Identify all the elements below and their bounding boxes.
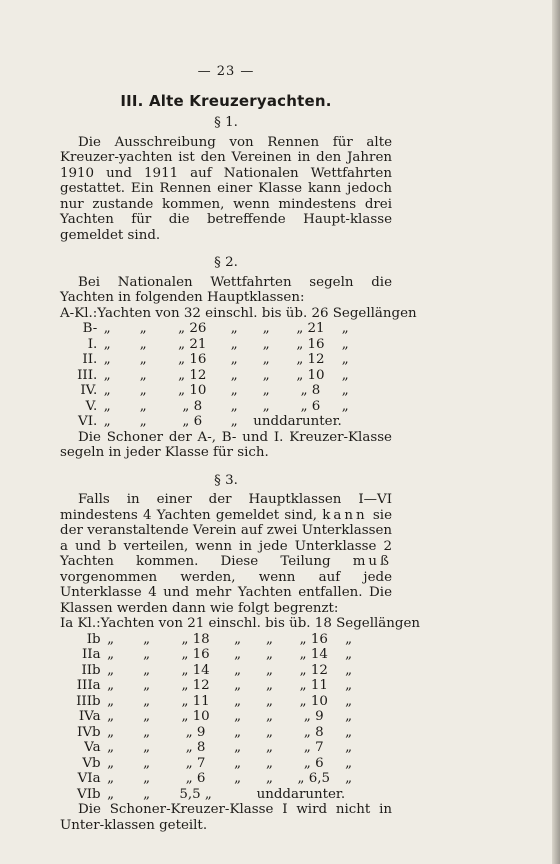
ditto-mark: „ [234, 647, 242, 662]
section-2-mark: § 2. [214, 255, 238, 270]
ditto-mark: „ [266, 693, 273, 709]
ditto-mark: „ [262, 352, 270, 367]
upper-limit: „ 9 [185, 724, 206, 740]
ditto-mark: „ [234, 755, 242, 771]
ditto-mark: „ [266, 724, 273, 740]
upper-limit: „ 6 [185, 771, 206, 786]
ditto-mark: „ [341, 336, 349, 352]
ditto-mark: „ [107, 631, 115, 647]
ditto-mark: „ [345, 755, 353, 771]
ditto-mark: „ [103, 336, 111, 352]
ditto-mark: „ [266, 709, 273, 724]
ditto-mark: „ [234, 631, 242, 647]
ditto-mark [342, 414, 417, 430]
ditto-mark: „ [230, 336, 238, 352]
class-row [60, 647, 420, 663]
class-name: Va [84, 740, 101, 755]
lower-limit: „ 12 [296, 352, 325, 367]
sub-classes-table [60, 616, 420, 802]
section-2-intro: Bei Nationalen Wettfahrten segeln die Yachten in folgenden Hauptklassen: [60, 274, 392, 305]
ditto-mark: „ [143, 662, 151, 678]
ditto-mark: „ [230, 321, 238, 336]
class-range: Yachten von 21 einschl. bis üb. 18 Segellängen [100, 616, 420, 631]
ditto-mark: „ [139, 414, 147, 429]
class-name: VIb [77, 786, 101, 802]
ditto-mark: „ [345, 693, 353, 709]
ditto-mark: „ [345, 771, 353, 786]
ditto-mark [345, 787, 420, 803]
class-name: IV. [80, 383, 98, 398]
upper-limit: „ 18 [181, 631, 210, 647]
class-row [60, 740, 420, 756]
lower-limit: „ 10 [296, 367, 325, 383]
class-row [60, 368, 417, 384]
ditto-mark: „ [107, 771, 115, 786]
ditto-mark: „ [266, 740, 273, 755]
class-name: A-Kl.: [60, 305, 98, 321]
class-row [60, 383, 417, 399]
lower-limit: „ 9 [303, 709, 324, 724]
lower-limit: „ 16 [296, 336, 325, 352]
lower-limit: „ 16 [299, 631, 328, 647]
ditto-mark: „ [266, 678, 273, 693]
ditto-mark: „ [345, 740, 353, 755]
class-name: Vb [82, 755, 101, 771]
ditto-mark: „ [234, 662, 242, 678]
upper-limit: 5,5 „ [179, 786, 212, 802]
upper-limit: „ 8 [182, 398, 203, 414]
ditto-mark: „ [139, 383, 147, 398]
class-name: Ib [86, 631, 101, 647]
section-3-text [60, 492, 392, 616]
ditto-mark: „ [230, 414, 238, 429]
ditto-mark [219, 787, 257, 803]
upper-limit: „ 8 [185, 740, 206, 755]
class-name: IVa [78, 709, 101, 724]
class-row [60, 321, 417, 337]
ditto-mark: „ [139, 367, 147, 383]
class-row [60, 306, 417, 322]
class-row [60, 663, 420, 679]
lower-limit: „ 8 [303, 724, 324, 740]
ditto-mark: „ [345, 709, 353, 724]
upper-limit: „ 6 [182, 414, 203, 429]
class-name: II. [82, 352, 98, 367]
section-3-mark: § 3. [214, 472, 238, 488]
ditto-mark: „ [341, 321, 349, 336]
section-2-closing: Die Schoner der A-, B- und I. Kreuzer-Klasse segeln in jeder Klasse für sich. [60, 429, 392, 460]
ditto-mark: „ [266, 755, 273, 771]
upper-limit: „ 16 [178, 352, 207, 367]
ditto-mark: „ [345, 724, 353, 740]
ditto-mark: „ [143, 740, 151, 755]
ditto-mark: „ [143, 693, 151, 709]
upper-limit: „ 12 [181, 678, 210, 693]
ditto-mark: „ [262, 321, 270, 336]
ditto-mark: „ [341, 398, 349, 414]
ditto-mark: „ [107, 678, 115, 693]
ditto-mark: „ [262, 383, 270, 398]
ditto-mark: „ [234, 709, 242, 724]
ditto-mark: „ [107, 724, 115, 740]
class-row [60, 632, 420, 648]
ditto-mark: „ [262, 398, 270, 414]
ditto-mark: „ [143, 647, 151, 662]
lower-limit: „ 6 [300, 398, 321, 414]
upper-limit: „ 12 [178, 367, 207, 383]
ditto-mark: „ [266, 771, 273, 786]
class-name: VI. [78, 414, 98, 429]
ditto-mark: „ [103, 352, 111, 367]
ditto-mark: „ [139, 398, 147, 414]
ditto-mark: „ [139, 352, 147, 367]
lower-limit: „ 11 [299, 678, 328, 693]
ditto-mark: „ [107, 755, 115, 771]
lower-limit: darunter. [279, 414, 342, 429]
ditto-mark: „ [143, 771, 151, 786]
ditto-mark: „ [341, 383, 349, 398]
ditto-mark: „ [143, 786, 151, 802]
ditto-mark: „ [345, 662, 353, 678]
ditto-mark: „ [230, 383, 238, 398]
page-edge-shadow [552, 0, 560, 864]
ditto-mark: „ [234, 678, 242, 693]
ditto-mark: „ [262, 336, 270, 352]
ditto-mark: „ [107, 740, 115, 755]
class-name: Ia Kl.: [60, 616, 101, 631]
class-name: IIa [82, 647, 101, 662]
ditto-mark: „ [262, 367, 270, 383]
class-name: IIIa [76, 678, 101, 693]
lower-limit: „ 14 [299, 647, 328, 662]
lower-limit: „ 6 [303, 755, 324, 771]
upper-limit: „ 16 [181, 647, 210, 662]
chapter-heading: III. Alte Kreuzeryachten. [120, 91, 332, 110]
lower-limit: „ 12 [299, 662, 328, 678]
ditto-mark: und [253, 414, 280, 429]
ditto-mark: „ [234, 771, 242, 786]
ditto-mark: „ [341, 367, 349, 383]
class-name: III. [77, 367, 98, 383]
ditto-mark: „ [143, 709, 151, 724]
upper-limit: „ 11 [181, 693, 210, 709]
ditto-mark: „ [230, 352, 238, 367]
emphasis-kann: kann [322, 507, 368, 523]
class-row [60, 337, 417, 353]
upper-limit: „ 10 [181, 709, 210, 724]
class-name: IVb [77, 724, 101, 740]
ditto-mark: „ [234, 693, 242, 709]
class-row [60, 694, 420, 710]
ditto-mark: „ [345, 647, 353, 662]
upper-limit: „ 10 [178, 383, 207, 398]
ditto-mark: „ [234, 724, 242, 740]
ditto-mark: „ [234, 740, 242, 755]
lower-limit: „ 8 [300, 383, 321, 398]
ditto-mark: „ [103, 383, 111, 398]
lower-limit: darunter. [282, 786, 346, 802]
lower-limit: „ 10 [299, 693, 328, 709]
ditto-mark: „ [139, 321, 147, 336]
ditto-mark: „ [345, 678, 353, 693]
class-row [60, 787, 420, 803]
ditto-mark: „ [341, 352, 349, 367]
ditto-mark: „ [103, 321, 111, 336]
ditto-mark: „ [107, 647, 115, 662]
lower-limit: „ 7 [303, 740, 324, 755]
ditto-mark: „ [230, 367, 238, 383]
class-row [60, 771, 420, 787]
class-name: VIa [77, 771, 101, 786]
section-3-closing: Die Schoner-Kreuzer-Klasse I wird nicht in Unter-klassen geteilt. [60, 802, 392, 833]
class-row [60, 725, 420, 741]
class-row [60, 352, 417, 368]
ditto-mark: „ [143, 724, 151, 740]
class-name: IIIb [76, 693, 101, 709]
class-name: B- [82, 321, 98, 336]
upper-limit: „ 26 [178, 321, 207, 336]
class-range: Yachten von 32 einschl. bis üb. 26 Segellängen [97, 305, 417, 321]
class-row [60, 678, 420, 694]
ditto-mark: „ [103, 398, 111, 414]
ditto-mark: „ [266, 662, 273, 678]
class-row [60, 756, 420, 772]
section-3-text-a: Falls in einer der Hauptklassen I—VI mindestens 4 Yachten gemeldet sind, [60, 492, 392, 523]
class-row [60, 399, 417, 415]
upper-limit: „ 14 [181, 662, 210, 678]
ditto-mark: „ [266, 647, 273, 662]
ditto-mark: „ [103, 414, 111, 429]
upper-limit: „ 21 [178, 336, 207, 352]
class-row [60, 414, 417, 430]
main-classes-table [60, 306, 417, 430]
ditto-mark: „ [345, 631, 353, 647]
lower-limit: „ 21 [296, 321, 325, 336]
ditto-mark: „ [107, 662, 115, 678]
section-3-text-b: sie der veranstaltende Verein auf zwei Unterklassen a und b verteilen, wenn in jede Unterklasse 2 Yachten kommen. Diese Teilung [60, 507, 393, 569]
ditto-mark: „ [103, 367, 111, 383]
ditto-mark: „ [143, 631, 151, 647]
text-column [60, 64, 420, 833]
ditto-mark: „ [143, 678, 151, 693]
class-name: V. [85, 398, 98, 414]
emphasis-muss: muß [352, 554, 392, 569]
ditto-mark: „ [139, 336, 147, 352]
ditto-mark: „ [230, 398, 238, 414]
ditto-mark: „ [266, 631, 273, 647]
ditto-mark: „ [143, 755, 151, 771]
page-number: — 23 — [197, 64, 255, 79]
lower-limit: „ 6,5 [297, 771, 331, 786]
upper-limit: „ 7 [185, 755, 206, 771]
ditto-mark: „ [107, 693, 115, 709]
class-row [60, 709, 420, 725]
class-name: IIb [81, 662, 101, 678]
section-3-text-c: vorgenommen werden, wenn auf jede Unterklasse 4 und mehr Yachten entfallen. Die Klassen werden dann wie folgt begrenzt: [60, 569, 392, 616]
class-row [60, 616, 420, 632]
ditto-mark: „ [107, 709, 115, 724]
section-1-text: Die Ausschreibung von Rennen für alte Kreuzer-yachten ist den Vereinen in den Jahren 1910 und 1911 auf Nationalen Wettfahrten gestattet. Ein Rennen einer Klasse kann jedoch nur zustande kommen, wenn mindestens drei Yachten für die betreffende Haupt-klasse gemeldet sind. [60, 134, 392, 243]
ditto-mark: „ [107, 786, 115, 802]
ditto-mark: und [256, 786, 283, 802]
class-name: I. [87, 336, 98, 352]
section-1-mark: § 1. [214, 115, 238, 130]
